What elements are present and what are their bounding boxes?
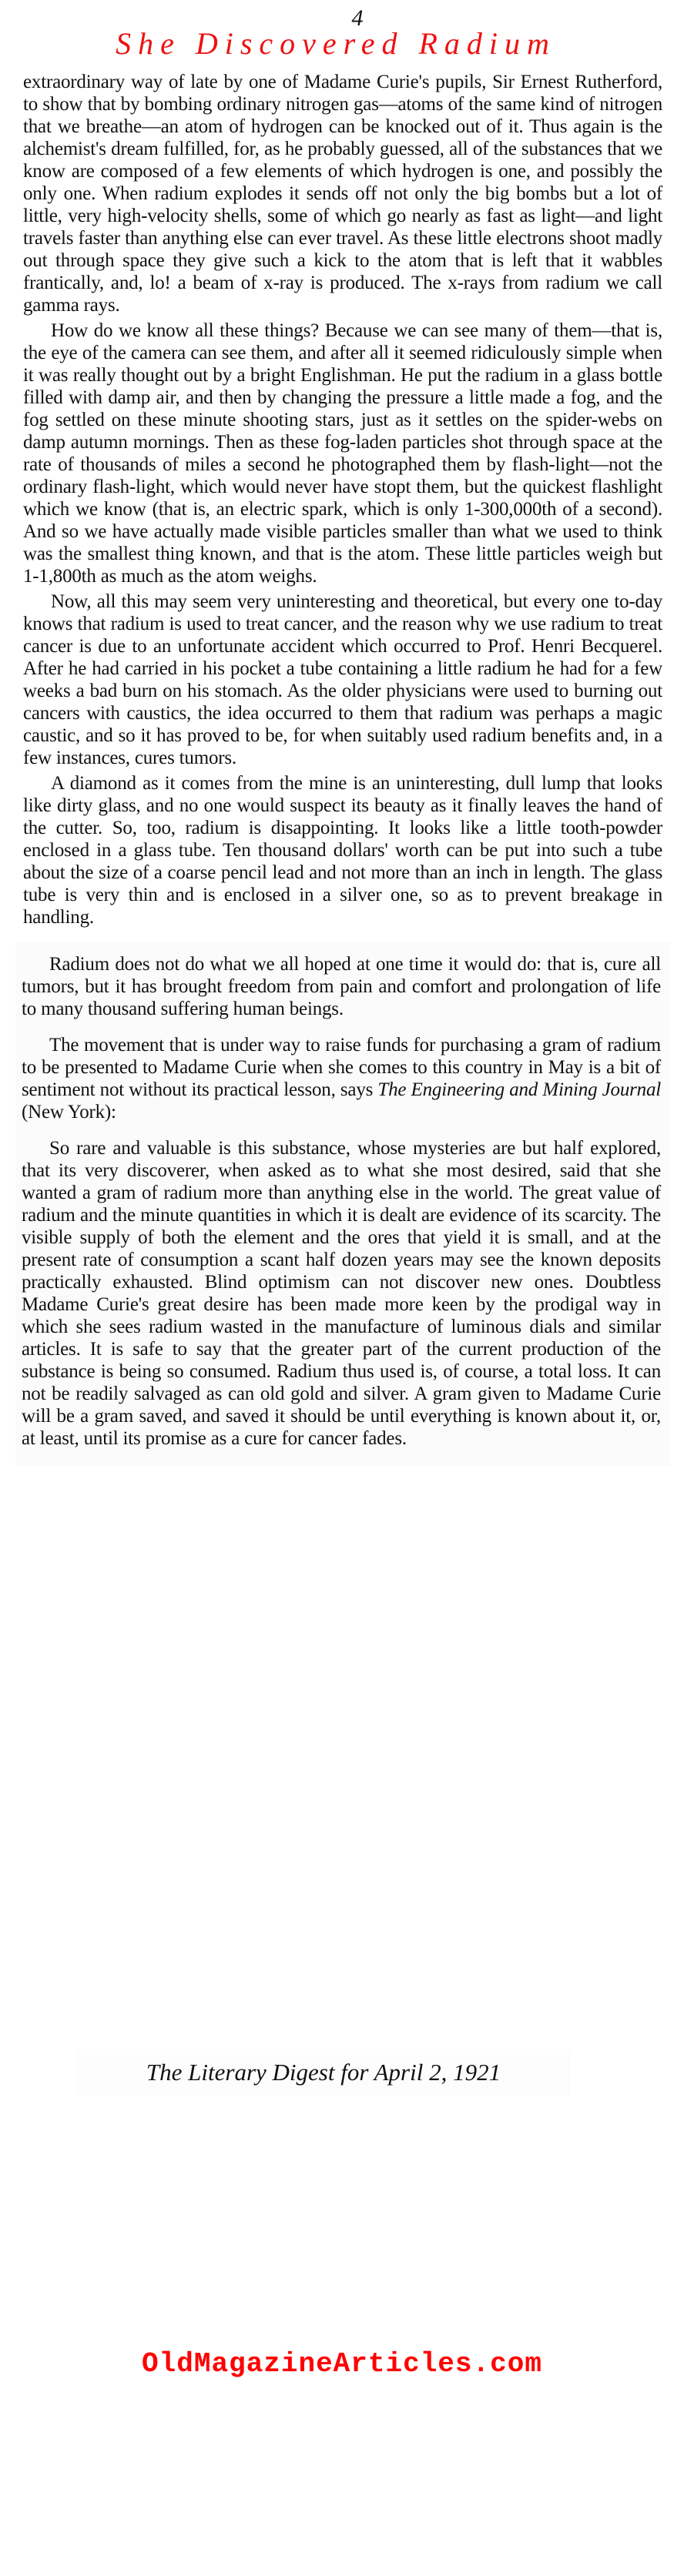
article-title: She Discovered Radium xyxy=(116,26,556,61)
paragraph-source-intro xyxy=(22,1034,661,1123)
paragraph: A diamond as it comes from the mine is an uninteresting, dull lump that looks like dirty glass, and no one would suspect its beauty as it finally leaves the hand of the cutter. So, too, radium is disappointing. It looks like a little tooth-powder enclosed in a glass tube. Ten thousand dollars' worth can be put into such a tube about the size of a coarse pencil lead and not more than an inch in length. The glass tube is very thin and is enclosed in a silver one, so as to prevent breakage in handling. xyxy=(23,773,662,928)
article-body xyxy=(23,71,662,1467)
source-publication: The Engineering and Mining Journal xyxy=(377,1079,661,1100)
paragraph: extraordinary way of late by one of Madame Curie's pupils, Sir Ernest Rutherford, to show that by bombing ordinary nitrogen gas—atoms of the same kind of nitrogen that we breathe—an atom of hydrogen can be knocked out of it. Thus again is the alchemist's dream fulfilled, for, as he probably guessed, all of the substances that we know are composed of a few elements of which hydrogen is one, and possibly the only one. When radium explodes it sends off not only the big bombs but a lot of little, very high-velocity shells, some of which go nearly as fast as light—and light travels faster than anything else can ever travel. As these little electrons shoot madly out through space they give such a kick to the atom that is left that it wabbles frantically, and, lo! a beam of x-ray is produced. The x-rays from radium we call gamma rays. xyxy=(23,72,662,316)
quoted-paragraph: So rare and valuable is this substance, whose mysteries are but half explored, that its very discoverer, when asked as to what she most desired, said that she wanted a gram of radium more than anything else in the world. The great value of radium and the minute quantities in which it is dealt are evidence of its scarcity. The visible supply of both the element and the ores that yield it is small, and at the present rate of consumption a scant half dozen years may see the known deposits practically exhausted. Blind optimism can not discover new ones. Doubtless Madame Curie's great desire has been made more keen by the prodigal way in which she sees radium wasted in the manufacture of luminous dials and similar articles. It is safe to say that the greater part of the current production of the substance is being so consumed. Radium thus used is, of course, a total loss. It can not be readily salvaged as can old gold and silver. A gram given to Madame Curie will be a gram saved, and saved it should be until everything is known about it, or, at least, until its promise as a cure for cancer fades. xyxy=(22,1138,661,1449)
paragraph: Radium does not do what we all hoped at one time it would do: that is, cure all tumors, but it has brought freedom from pain and comfort and prolongation of life to many thousand suffering human beings. xyxy=(22,954,661,1019)
site-logo: OldMagazineArticles.com xyxy=(142,2348,542,2380)
publication-caption: The Literary Digest for April 2, 1921 xyxy=(77,2049,570,2096)
text: The movement that is under way to raise funds for purchasing a gram of radium to be presented to Madame Curie when she comes to this country in May is a bit of sentiment not without its practical lesson, says xyxy=(22,1035,661,1100)
article-section-wrapper xyxy=(23,942,662,1467)
article-section-addendum xyxy=(15,942,670,1467)
paragraph: How do we know all these things? Because we can see many of them—that is, the eye of the camera can see them, and after all it seemed ridiculously simple when it was really thought out by a bright Englishman. He put the radium in a glass bottle filled with damp air, and then by changing the pressure a little made a fog, and the fog settled on these minute shooting stars, just as it settles on the spider-webs on damp autumn mornings. Then as these fog-laden particles shot through space at the rate of thousands of miles a second he photographed them by flash-light—not the ordinary flash-light, which would never have stopt them, but the quickest flashlight which we know (that is, an electric spark, which is only 1-300,000th of a second). And so we have actually made visible particles smaller than what we used to think was the smallest thing known, and that is the atom. These little particles weigh but 1-1,800th as much as the atom weighs. xyxy=(23,320,662,587)
page-number: 4 xyxy=(351,5,364,31)
paragraph: Now, all this may seem very uninteresting and theoretical, but every one to-day knows that radium is used to treat cancer, and the reason why we use radium to treat cancer is due to an unfortunate accident which occurred to Prof. Henri Becquerel. After he had carried in his pocket a tube containing a little radium he had for a few weeks a bad burn on his stomach. As the older physicians were used to burning out cancers with caustics, the idea occurred to them that radium was perhaps a magic caustic, and so it has proved to be, for when suitably used radium benefits and, in a few instances, cures tumors. xyxy=(23,591,662,768)
article-section-main xyxy=(23,71,662,928)
text: (New York): xyxy=(22,1102,116,1122)
